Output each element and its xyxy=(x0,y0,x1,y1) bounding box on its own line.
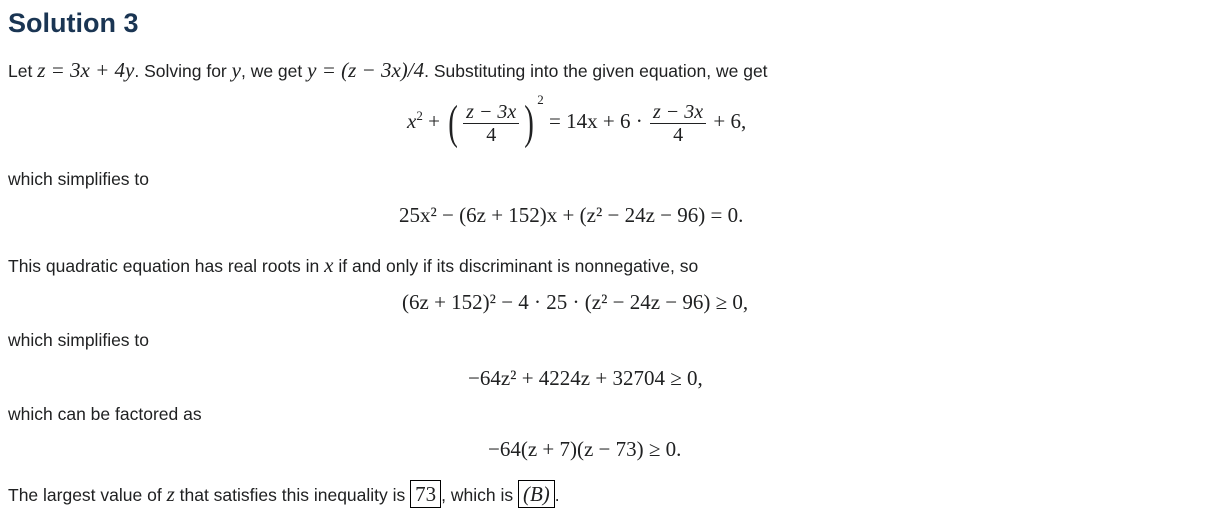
text-simplifies-2: which simplifies to xyxy=(8,330,150,350)
conclusion-text-1: The largest value of xyxy=(8,485,167,505)
eq1-fraction-2 xyxy=(650,101,706,146)
intro-text-4: . Substituting into the given equation, we get xyxy=(424,61,768,81)
intro-paragraph xyxy=(8,59,768,82)
eq1-frac-numerator: z − 3x xyxy=(463,101,519,124)
conclusion-paragraph xyxy=(8,480,560,508)
intro-text-1: Let xyxy=(8,61,38,81)
eq1-outer-power: 2 xyxy=(537,92,544,107)
solution-heading: Solution 3 xyxy=(8,8,139,38)
equation-substitution xyxy=(407,92,747,150)
intro-text-2: . Solving for xyxy=(134,61,232,81)
eq1-tail: + 6, xyxy=(713,109,747,133)
eq1-frac2-denominator: 4 xyxy=(673,123,684,146)
equation-quadratic: 25x² − (6z + 152)x + (z² − 24z − 96) = 0. xyxy=(399,203,744,227)
conclusion-math-1: z xyxy=(166,482,175,506)
eq1-middle: = 14x + 6 · xyxy=(549,109,643,133)
text-simplifies-1: which simplifies to xyxy=(8,169,150,189)
eq1-lhs-power: 2 xyxy=(416,108,423,123)
eq1-frac-denominator: 4 xyxy=(486,123,497,146)
discriminant-paragraph xyxy=(8,254,698,277)
disc-math-1: x xyxy=(324,253,334,277)
eq1-frac2-numerator: z − 3x xyxy=(650,101,706,124)
eq1-left-paren: ( xyxy=(448,96,458,150)
conclusion-text-4: . xyxy=(554,485,560,505)
intro-text-3: , we get xyxy=(240,61,308,81)
intro-math-3: y = (z − 3x)/4 xyxy=(307,58,425,82)
equation-factored: −64(z + 7)(z − 73) ≥ 0. xyxy=(488,437,682,461)
equation-discriminant: (6z + 152)² − 4 · 25 · (z² − 24z − 96) ≥ 0, xyxy=(402,290,749,314)
disc-text-2: if and only if its discriminant is nonnegative, so xyxy=(333,256,699,276)
text-factored: which can be factored as xyxy=(8,404,202,424)
answer-box: 73 xyxy=(410,480,441,508)
eq1-plus: + xyxy=(428,109,440,133)
conclusion-text-3: , which is xyxy=(441,485,518,505)
intro-math-2: y xyxy=(231,58,241,82)
disc-text-1: This quadratic equation has real roots in xyxy=(8,256,325,276)
intro-math-1: z = 3x + 4y xyxy=(37,58,135,82)
equation-simplified: −64z² + 4224z + 32704 ≥ 0, xyxy=(468,366,703,390)
eq1-fraction xyxy=(463,101,519,146)
eq1-lhs: x xyxy=(407,109,417,133)
choice-box: (B) xyxy=(518,480,555,508)
eq1-right-paren: ) xyxy=(524,96,535,150)
conclusion-text-2: that satisfies this inequality is xyxy=(174,485,411,505)
